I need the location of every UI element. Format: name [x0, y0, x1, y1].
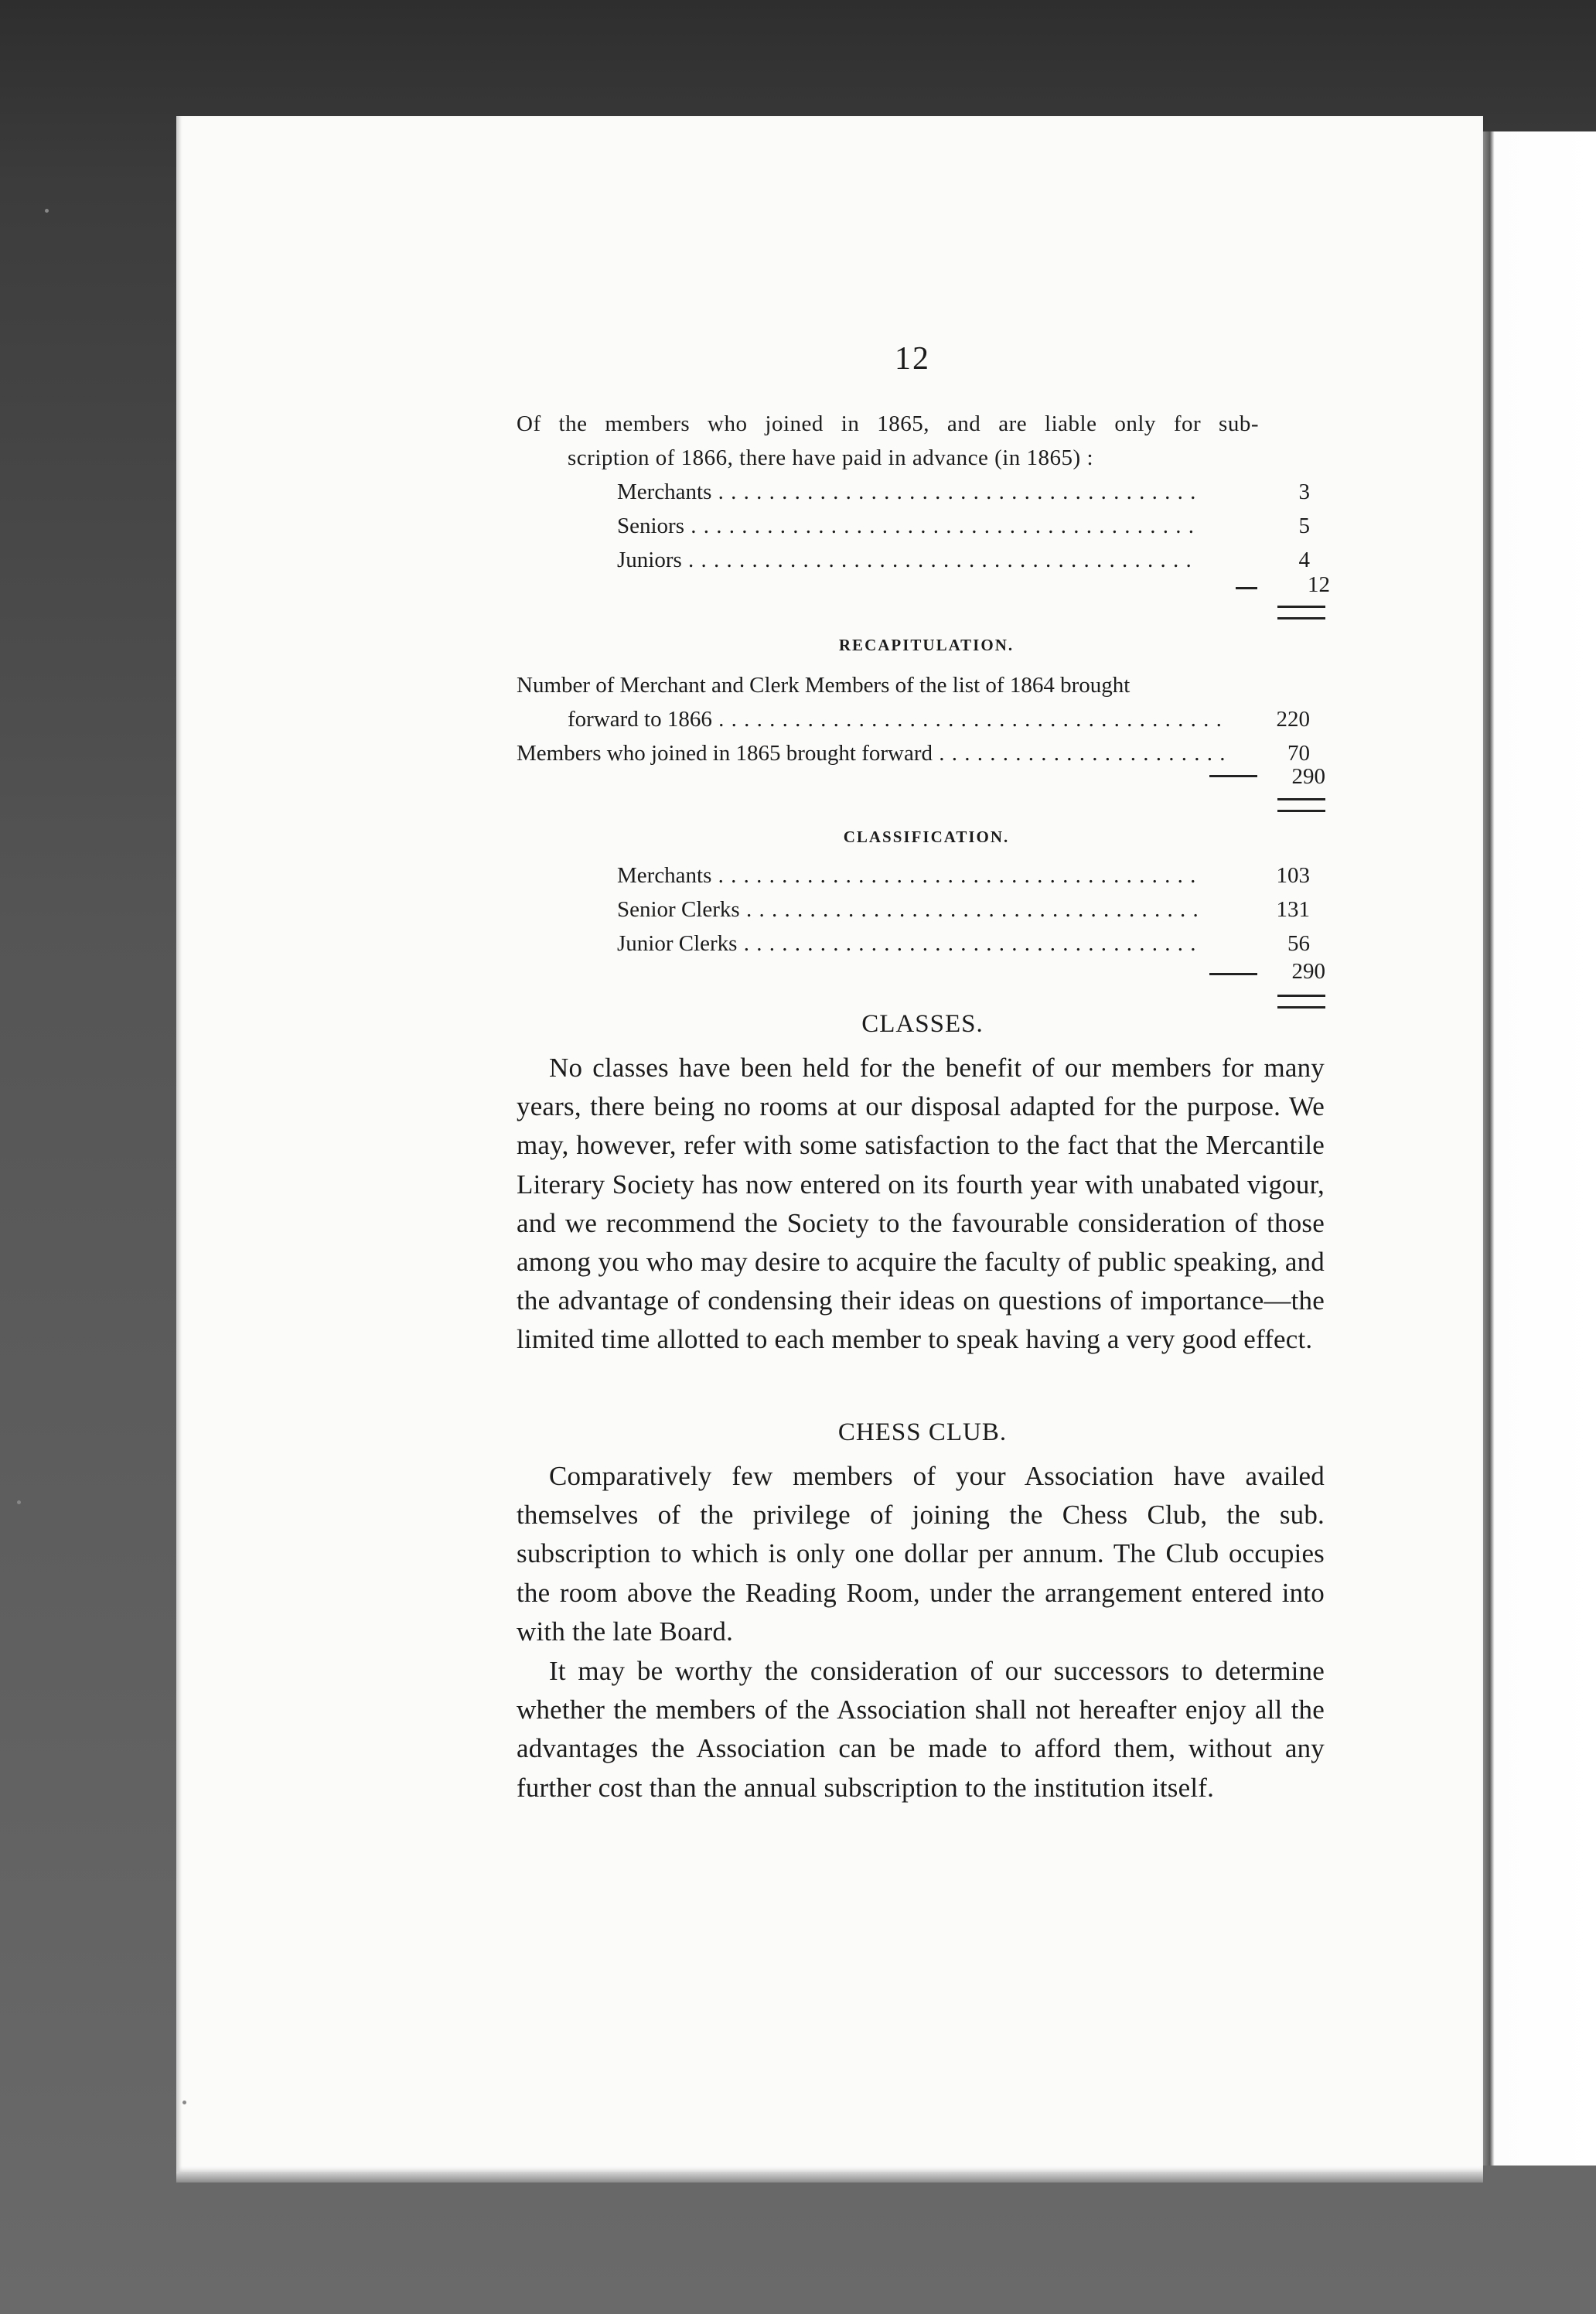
- advance-payment-list: [517, 475, 1336, 577]
- chess-club-heading: CHESS CLUB.: [837, 1418, 1008, 1446]
- list-item-value: 5: [1298, 514, 1310, 538]
- recapitulation-block: [517, 668, 1336, 770]
- classification-list: [517, 858, 1336, 961]
- list-item-label: Senior Clerks . . .: [617, 892, 1328, 927]
- list-item: [517, 543, 1336, 577]
- facing-page-edge: [1483, 131, 1596, 2166]
- classes-heading: CLASSES.: [861, 1010, 984, 1038]
- intro-text: [517, 407, 1259, 475]
- recap-line-2: [517, 702, 1336, 736]
- list-item-value: 3: [1298, 480, 1310, 504]
- intro-line-1: Of the members who joined in 1865, and are liable only for sub-: [517, 411, 1259, 436]
- list-item: [517, 858, 1336, 892]
- recap-line-2-label: forward to 1866 . . .: [568, 702, 1264, 736]
- scan-speck: [182, 2101, 186, 2104]
- list-item-label: Merchants . . .: [617, 475, 1328, 509]
- scan-speck: [17, 1500, 21, 1504]
- list-item-label: Merchants . . .: [617, 858, 1328, 892]
- sum-rule: [1209, 973, 1257, 975]
- list-item-value: 131: [1276, 897, 1310, 922]
- list-item-label: Juniors . . .: [617, 543, 1328, 577]
- list-item-value: 4: [1298, 548, 1310, 572]
- double-rule: [1277, 995, 1325, 1009]
- scan-speck: [45, 209, 49, 213]
- list-item-label: Junior Clerks . . .: [617, 927, 1328, 961]
- classification-total: 290: [1291, 959, 1325, 984]
- double-rule: [1277, 606, 1325, 619]
- list-item-value: 56: [1287, 931, 1310, 956]
- recap-line-1: [517, 668, 1336, 702]
- page-bottom-edge: [176, 2172, 1483, 2183]
- recapitulation-heading: RECAPITULATION.: [838, 636, 1015, 654]
- recap-line-1-text: Number of Merchant and Clerk Members of the list of 1864 brought: [517, 673, 1130, 698]
- recap-line-3: [517, 736, 1336, 770]
- recap-line-3-label: Members who joined in 1865 brought forward . . .: [517, 736, 1264, 770]
- sum-rule: [1209, 775, 1257, 777]
- intro-line-2: scription of 1866, there have paid in advance (in 1865) :: [568, 445, 1093, 470]
- chess-club-paragraph-1: Comparatively few members of your Association have availed themselves of the privilege of joining the Chess Club, the sub. subscription to which is only one dollar per annum. The Club occupies the room above the Reading Room, under the arrangement entered into with the late Board.: [517, 1461, 1325, 1647]
- page-number: 12: [895, 341, 930, 377]
- classes-paragraph: No classes have been held for the benefit of our members for many years, there being no rooms at our disposal adapted for the purpose. We may, however, refer with some satisfaction to the fact that the Mercantile Literary Society has now entered on its fourth year with unabated vigour, and we recommend the Society to the favourable consideration of those among you who may desire to acquire the faculty of public speaking, and the advantage of condensing their ideas on questions of importance—the limited time allotted to each member to speak having a very good effect.: [517, 1053, 1325, 1355]
- double-rule: [1277, 798, 1325, 812]
- list-item: [517, 509, 1336, 543]
- classification-heading: CLASSIFICATION.: [843, 828, 1010, 846]
- recapitulation-total: 290: [1291, 764, 1325, 789]
- chess-club-paragraph-2: It may be worthy the consideration of our successors to determine whether the members of the Association shall not hereafter enjoy all the advantages the Association can be made to afford them, without any further cost than the annual subscription to the institution itself.: [517, 1656, 1325, 1803]
- list-item: [517, 927, 1336, 961]
- list-item-value: 103: [1276, 863, 1310, 888]
- advance-total: 12: [1308, 572, 1330, 597]
- sum-rule: [1236, 587, 1257, 589]
- list-item-label: Seniors . . .: [617, 509, 1328, 543]
- recap-line-3-value: 70: [1225, 736, 1310, 770]
- list-item: [517, 892, 1336, 927]
- recap-line-2-value: 220: [1225, 702, 1310, 736]
- list-item: [517, 475, 1336, 509]
